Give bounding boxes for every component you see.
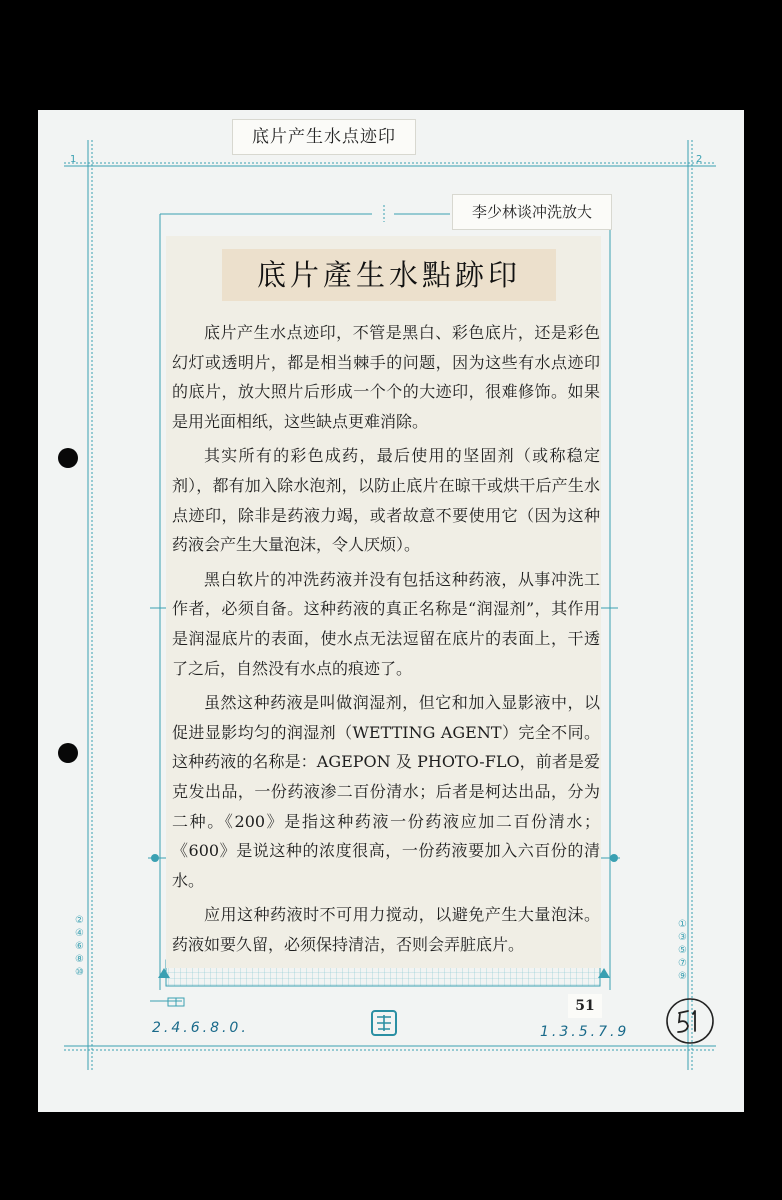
article-title: 底片產生水點跡印 — [256, 258, 521, 292]
paragraph: 黑白软片的冲洗药液并没有包括这种药液，从事冲洗工作者，必须自备。这种药液的真正名称是“润湿剂”，其作用是润湿底片的表面，使水点无法逗留在底片的表面上，干透了之后，自然没有水点的痕迹了。 — [172, 569, 600, 678]
right-marker: ⑤ — [678, 945, 687, 956]
series-label: 李少林谈冲洗放大 — [452, 194, 612, 230]
left-marker: ⑩ — [75, 967, 84, 978]
right-marker: ⑨ — [678, 971, 687, 982]
handwritten-odd-numbers: 1.3.5.7.9 — [540, 1024, 630, 1040]
page-number: 51 — [568, 994, 602, 1018]
corner-number-right: 2 — [696, 154, 703, 165]
paragraph: 其实所有的彩色成药，最后使用的坚固剂（或称稳定剂），都有加入除水泡剂，以防止底片在晾干或烘干后产生水点迹印，除非是药液力竭，或者故意不要使用它（因为这种药液会产生大量泡沫，令人厌烦）。 — [172, 446, 600, 555]
paragraph: 应用这种药液时不可用力搅动，以避免产生大量泡沫。药液如要久留，必须保持清洁，否则会弄脏底片。 — [172, 905, 600, 954]
handwritten-even-numbers: 2.4.6.8.0. — [152, 1020, 249, 1036]
left-marker: ④ — [75, 928, 84, 939]
paragraph: 虽然这种药液是叫做润湿剂，但它和加入显影液中，以促进显影均匀的润湿剂（WETTING AGENT）完全不同。这种药液的名称是：AGEPON 及 PHOTO-FLO，前者是爱克发出品，一份药液渗二百份清水；后者是柯达出品，分为二种。《200》是指这种药液一份药液应加二百份清水；《600》是说这种的浓度很高，一份药液要加入六百份的清水。 — [172, 693, 600, 890]
right-margin-markers — [678, 918, 687, 983]
left-marker: ② — [75, 915, 84, 926]
paragraph: 底片产生水点迹印，不管是黑白、彩色底片，还是彩色幻灯或透明片，都是相当棘手的问题，因为这些有水点迹印的底片，放大照片后形成一个个的大迹印，很难修饰。如果是用光面相纸，这些缺点更难消除。 — [172, 323, 600, 431]
section-tab-label: 底片产生水点迹印 — [232, 119, 416, 155]
article-body — [172, 318, 600, 964]
right-marker: ⑦ — [678, 958, 687, 969]
circled-page-mark — [664, 995, 716, 1047]
left-margin-markers — [75, 914, 84, 979]
left-marker: ⑧ — [75, 954, 84, 965]
corner-number-left: 1 — [70, 154, 77, 165]
left-marker: ⑥ — [75, 941, 84, 952]
right-marker: ① — [678, 919, 687, 930]
seal-stamp-icon — [371, 1010, 397, 1036]
right-marker: ③ — [678, 932, 687, 943]
